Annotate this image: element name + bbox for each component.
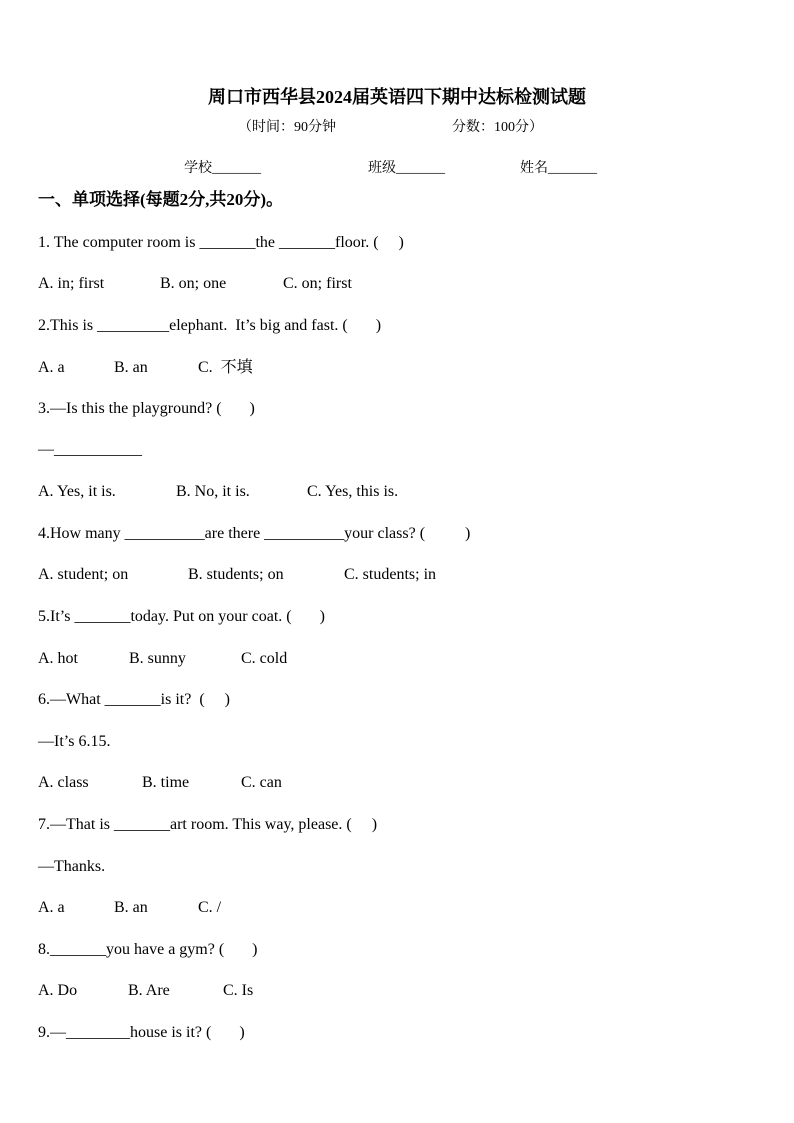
question-stem: 2.This is _________elephant. It’s big and fast. ( ) xyxy=(38,317,382,334)
option-a: A. a xyxy=(38,359,65,376)
answer-line: —Thanks. xyxy=(38,858,106,875)
option-a: A. class xyxy=(38,774,89,791)
class-field: 班级_______ xyxy=(368,161,445,176)
option-a: A. student; on xyxy=(38,566,129,583)
option-b: B. on; one xyxy=(160,275,227,292)
option-c: C. / xyxy=(198,899,222,916)
question-stem: 4.How many __________are there __________your class? ( ) xyxy=(38,525,471,542)
option-a: A. hot xyxy=(38,650,78,667)
answer-line: —___________ xyxy=(38,441,142,458)
option-a: A. Do xyxy=(38,982,78,999)
exam-time: （时间：90分钟 xyxy=(238,120,336,135)
option-c: C. Is xyxy=(223,982,254,999)
option-c: C. students; in xyxy=(344,566,437,583)
exam-score: 分数：100分） xyxy=(452,120,543,135)
option-b: B. students; on xyxy=(188,566,284,583)
option-b: B. sunny xyxy=(129,650,186,667)
option-b: B. time xyxy=(142,774,190,791)
option-b: B. an xyxy=(114,899,148,916)
question-stem: 3.—Is this the playground? ( ) xyxy=(38,400,255,417)
question-stem: 9.—________house is it? ( ) xyxy=(38,1024,245,1041)
option-c: C. on; first xyxy=(283,275,352,292)
section-heading: 一、单项选择(每题2分,共20分)。 xyxy=(38,190,284,209)
option-a: A. in; first xyxy=(38,275,105,292)
option-c: C. can xyxy=(241,774,282,791)
question-stem: 8._______you have a gym? ( ) xyxy=(38,941,258,958)
option-c: C. Yes, this is. xyxy=(307,483,399,500)
question-stem: 1. The computer room is _______the _______floor. ( ) xyxy=(38,234,404,251)
option-a: A. a xyxy=(38,899,65,916)
option-a: A. Yes, it is. xyxy=(38,483,116,500)
question-stem: 7.—That is _______art room. This way, please. ( ) xyxy=(38,816,378,833)
page-title: 周口市西华县2024届英语四下期中达标检测试题 xyxy=(208,87,586,107)
option-b: B. an xyxy=(114,359,148,376)
option-b: B. Are xyxy=(128,982,170,999)
question-stem: 5.It’s _______today. Put on your coat. ( ) xyxy=(38,608,325,625)
option-c: C. 不填 xyxy=(198,359,253,376)
option-b: B. No, it is. xyxy=(176,483,250,500)
question-stem: 6.—What _______is it? ( ) xyxy=(38,691,230,708)
name-field: 姓名_______ xyxy=(520,161,597,176)
answer-line: —It’s 6.15. xyxy=(38,733,111,750)
option-c: C. cold xyxy=(241,650,288,667)
school-field: 学校_______ xyxy=(184,161,261,176)
